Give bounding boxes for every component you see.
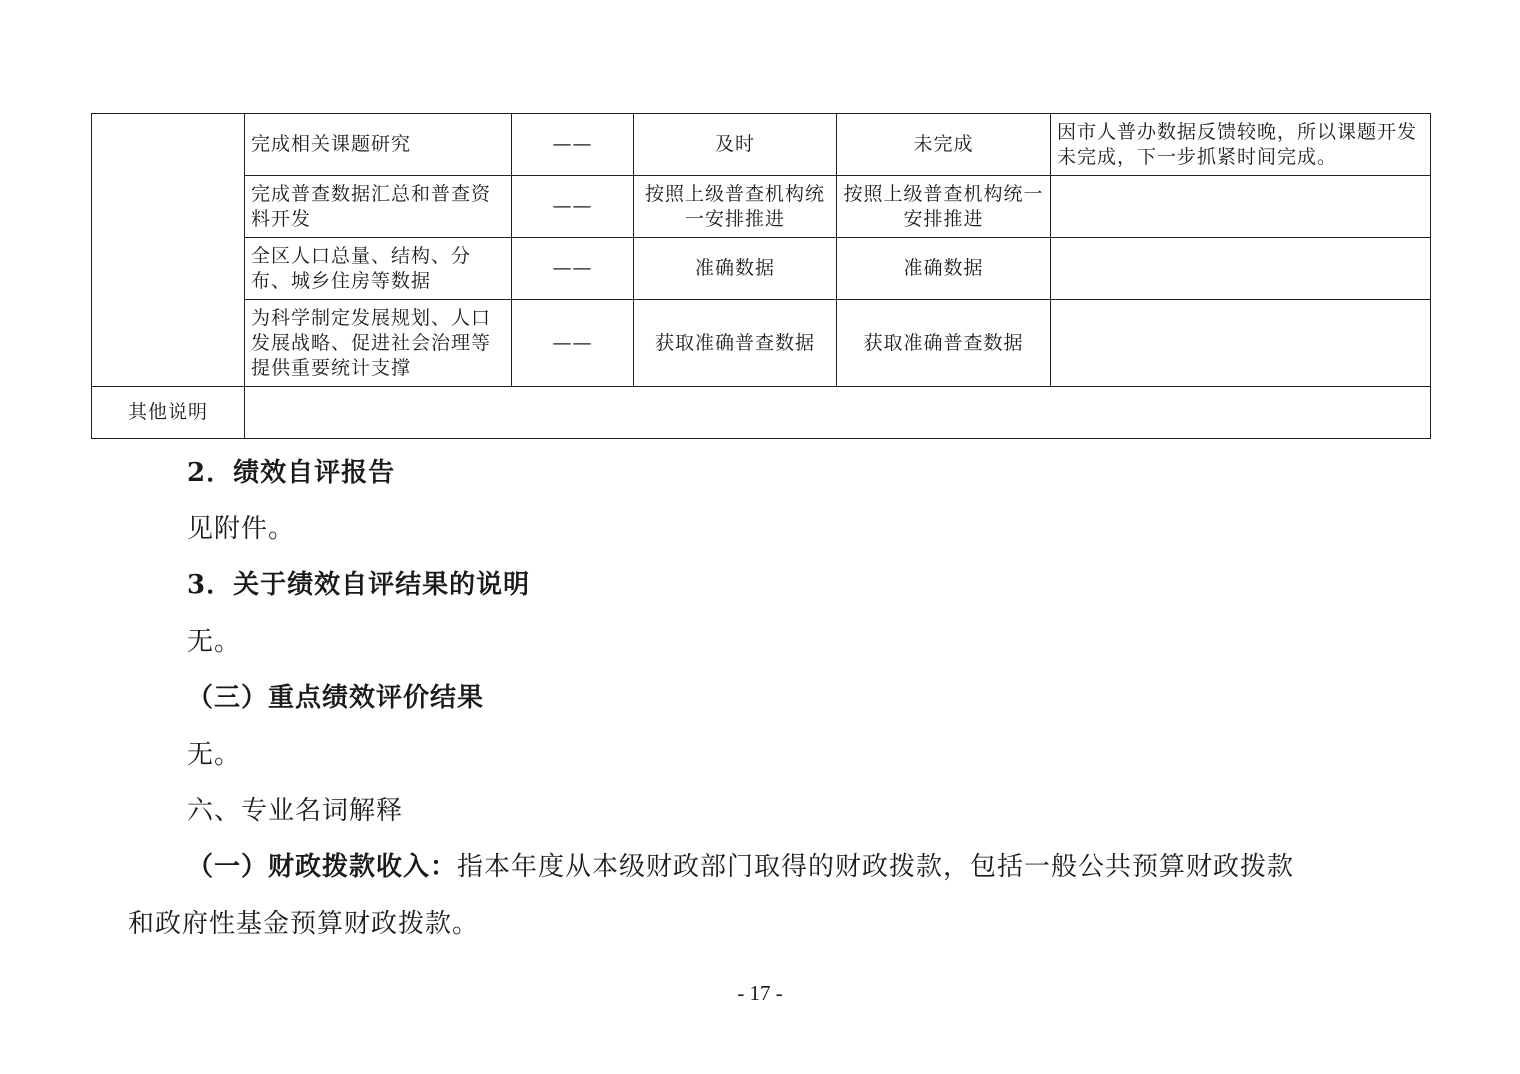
indicator-cell: 为科学制定发展规划、人口发展战略、促进社会治理等提供重要统计支撑 <box>245 300 512 387</box>
table-row <box>92 176 1431 238</box>
other-notes-label: 其他说明 <box>92 387 245 439</box>
table-row <box>92 300 1431 387</box>
heading-key-performance-results: （三）重点绩效评价结果 <box>187 683 485 713</box>
table-category-cell <box>92 114 245 387</box>
annual-target-cell: 按照上级普查机构统一安排推进 <box>634 176 837 238</box>
table-row <box>92 114 1431 176</box>
term-definition-paragraph <box>187 846 1294 883</box>
see-attachment-text: 见附件。 <box>187 514 296 544</box>
actual-value-cell: 按照上级普查机构统一安排推进 <box>837 176 1051 238</box>
none-text: 无。 <box>187 740 242 770</box>
annual-target-cell: 准确数据 <box>634 238 837 300</box>
other-notes-value <box>245 387 1431 439</box>
heading-evaluation-result-note: 3．关于绩效自评结果的说明 <box>187 570 531 600</box>
none-text: 无。 <box>187 627 242 657</box>
indicator-cell: 全区人口总量、结构、分布、城乡住房等数据 <box>245 238 512 300</box>
table-row-other <box>92 387 1431 439</box>
term-label: （一）财政拨款收入： <box>187 852 458 882</box>
actual-value-cell: 未完成 <box>837 114 1051 176</box>
heading-self-evaluation-report: 2．绩效自评报告 <box>187 458 396 488</box>
term-definition-continuation: 和政府性基金预算财政拨款。 <box>128 909 480 939</box>
target-cell: —— <box>512 300 634 387</box>
deviation-note-cell <box>1051 176 1431 238</box>
deviation-note-cell: 因市人普办数据反馈较晚，所以课题开发未完成，下一步抓紧时间完成。 <box>1051 114 1431 176</box>
performance-table <box>91 113 1431 439</box>
term-definition-text: 指本年度从本级财政部门取得的财政拨款，包括一般公共预算财政拨款 <box>457 852 1295 882</box>
indicator-cell: 完成普查数据汇总和普查资料开发 <box>245 176 512 238</box>
target-cell: —— <box>512 114 634 176</box>
indicator-cell: 完成相关课题研究 <box>245 114 512 176</box>
annual-target-cell: 获取准确普查数据 <box>634 300 837 387</box>
annual-target-cell: 及时 <box>634 114 837 176</box>
section-heading-glossary: 六、专业名词解释 <box>187 796 404 826</box>
actual-value-cell: 获取准确普查数据 <box>837 300 1051 387</box>
target-cell: —— <box>512 176 634 238</box>
table-row <box>92 238 1431 300</box>
actual-value-cell: 准确数据 <box>837 238 1051 300</box>
target-cell: —— <box>512 238 634 300</box>
deviation-note-cell <box>1051 238 1431 300</box>
page-number: - 17 - <box>737 981 783 1005</box>
deviation-note-cell <box>1051 300 1431 387</box>
